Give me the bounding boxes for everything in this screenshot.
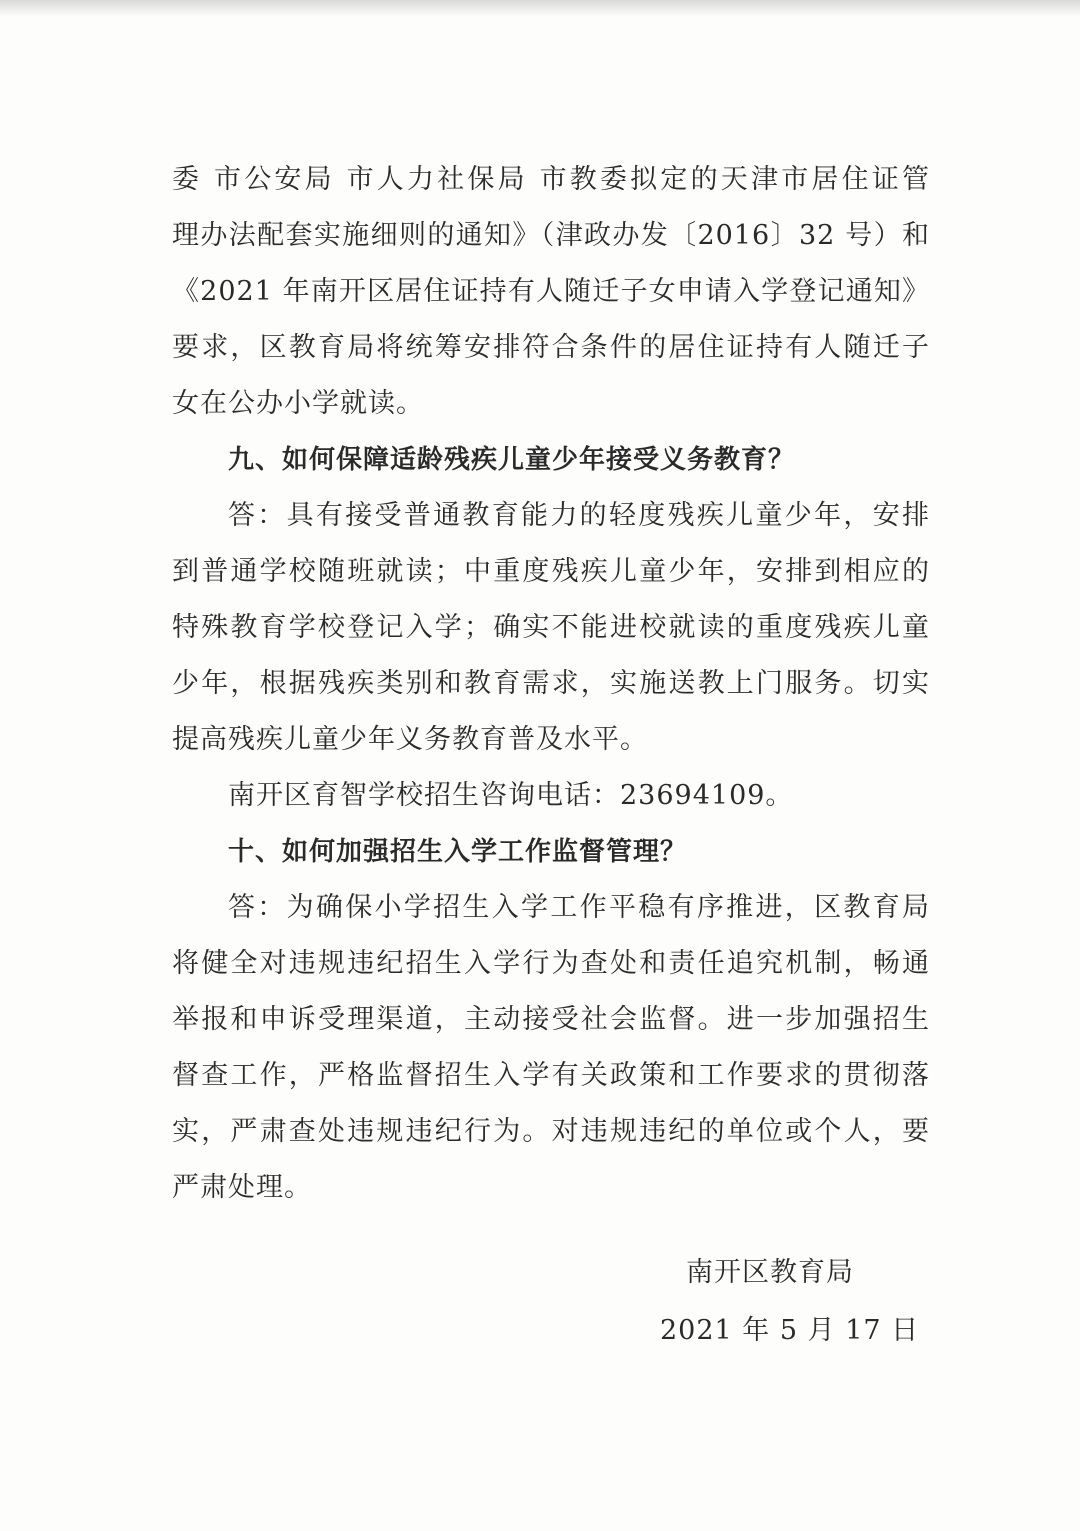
section-9-answer-line: 少年，根据残疾类别和教育需求，实施送教上门服务。切实 bbox=[172, 668, 930, 699]
section-10-answer-line: 实，严肃查处违规违纪行为。对违规违纪的单位或个人，要 bbox=[172, 1116, 930, 1147]
section-10-heading: 十、如何加强招生入学工作监督管理？ bbox=[228, 837, 688, 867]
section-10-answer-line: 督查工作，严格监督招生入学有关政策和工作要求的贯彻落 bbox=[172, 1060, 930, 1091]
section-9-answer-line: 特殊教育学校登记入学；确实不能进校就读的重度残疾儿童 bbox=[172, 612, 930, 643]
scan-top-edge bbox=[0, 0, 1080, 16]
body-line: 委 市公安局 市人力社保局 市教委拟定的天津市居住证管 bbox=[172, 164, 930, 195]
signature-block bbox=[660, 1244, 940, 1360]
issuing-organization: 南开区教育局 bbox=[686, 1257, 854, 1288]
body-line: 要求，区教育局将统筹安排符合条件的居住证持有人随迁子 bbox=[172, 332, 930, 363]
body-line: 理办法配套实施细则的通知》（津政办发〔2016〕32 号）和 bbox=[172, 220, 930, 251]
section-9-answer-line: 到普通学校随班就读；中重度残疾儿童少年，安排到相应的 bbox=[172, 556, 930, 587]
section-9-heading: 九、如何保障适龄残疾儿童少年接受义务教育？ bbox=[228, 445, 796, 475]
section-9-phone-line: 南开区育智学校招生咨询电话：23694109。 bbox=[228, 780, 794, 811]
section-9-answer-line: 提高残疾儿童少年义务教育普及水平。 bbox=[172, 724, 648, 755]
section-10-answer-line: 将健全对违规违纪招生入学行为查处和责任追究机制，畅通 bbox=[172, 948, 930, 979]
section-10-answer-line: 答：为确保小学招生入学工作平稳有序推进，区教育局 bbox=[228, 892, 930, 923]
section-10-answer-line: 举报和申诉受理渠道，主动接受社会监督。进一步加强招生 bbox=[172, 1004, 930, 1035]
issue-date: 2021 年 5 月 17 日 bbox=[660, 1315, 920, 1346]
body-line: 《2021 年南开区居住证持有人随迁子女申请入学登记通知》 bbox=[172, 276, 930, 307]
document-body bbox=[172, 152, 930, 1216]
section-10-answer-line: 严肃处理。 bbox=[172, 1172, 312, 1203]
section-9-answer-line: 答：具有接受普通教育能力的轻度残疾儿童少年，安排 bbox=[228, 500, 930, 531]
body-line: 女在公办小学就读。 bbox=[172, 388, 424, 419]
